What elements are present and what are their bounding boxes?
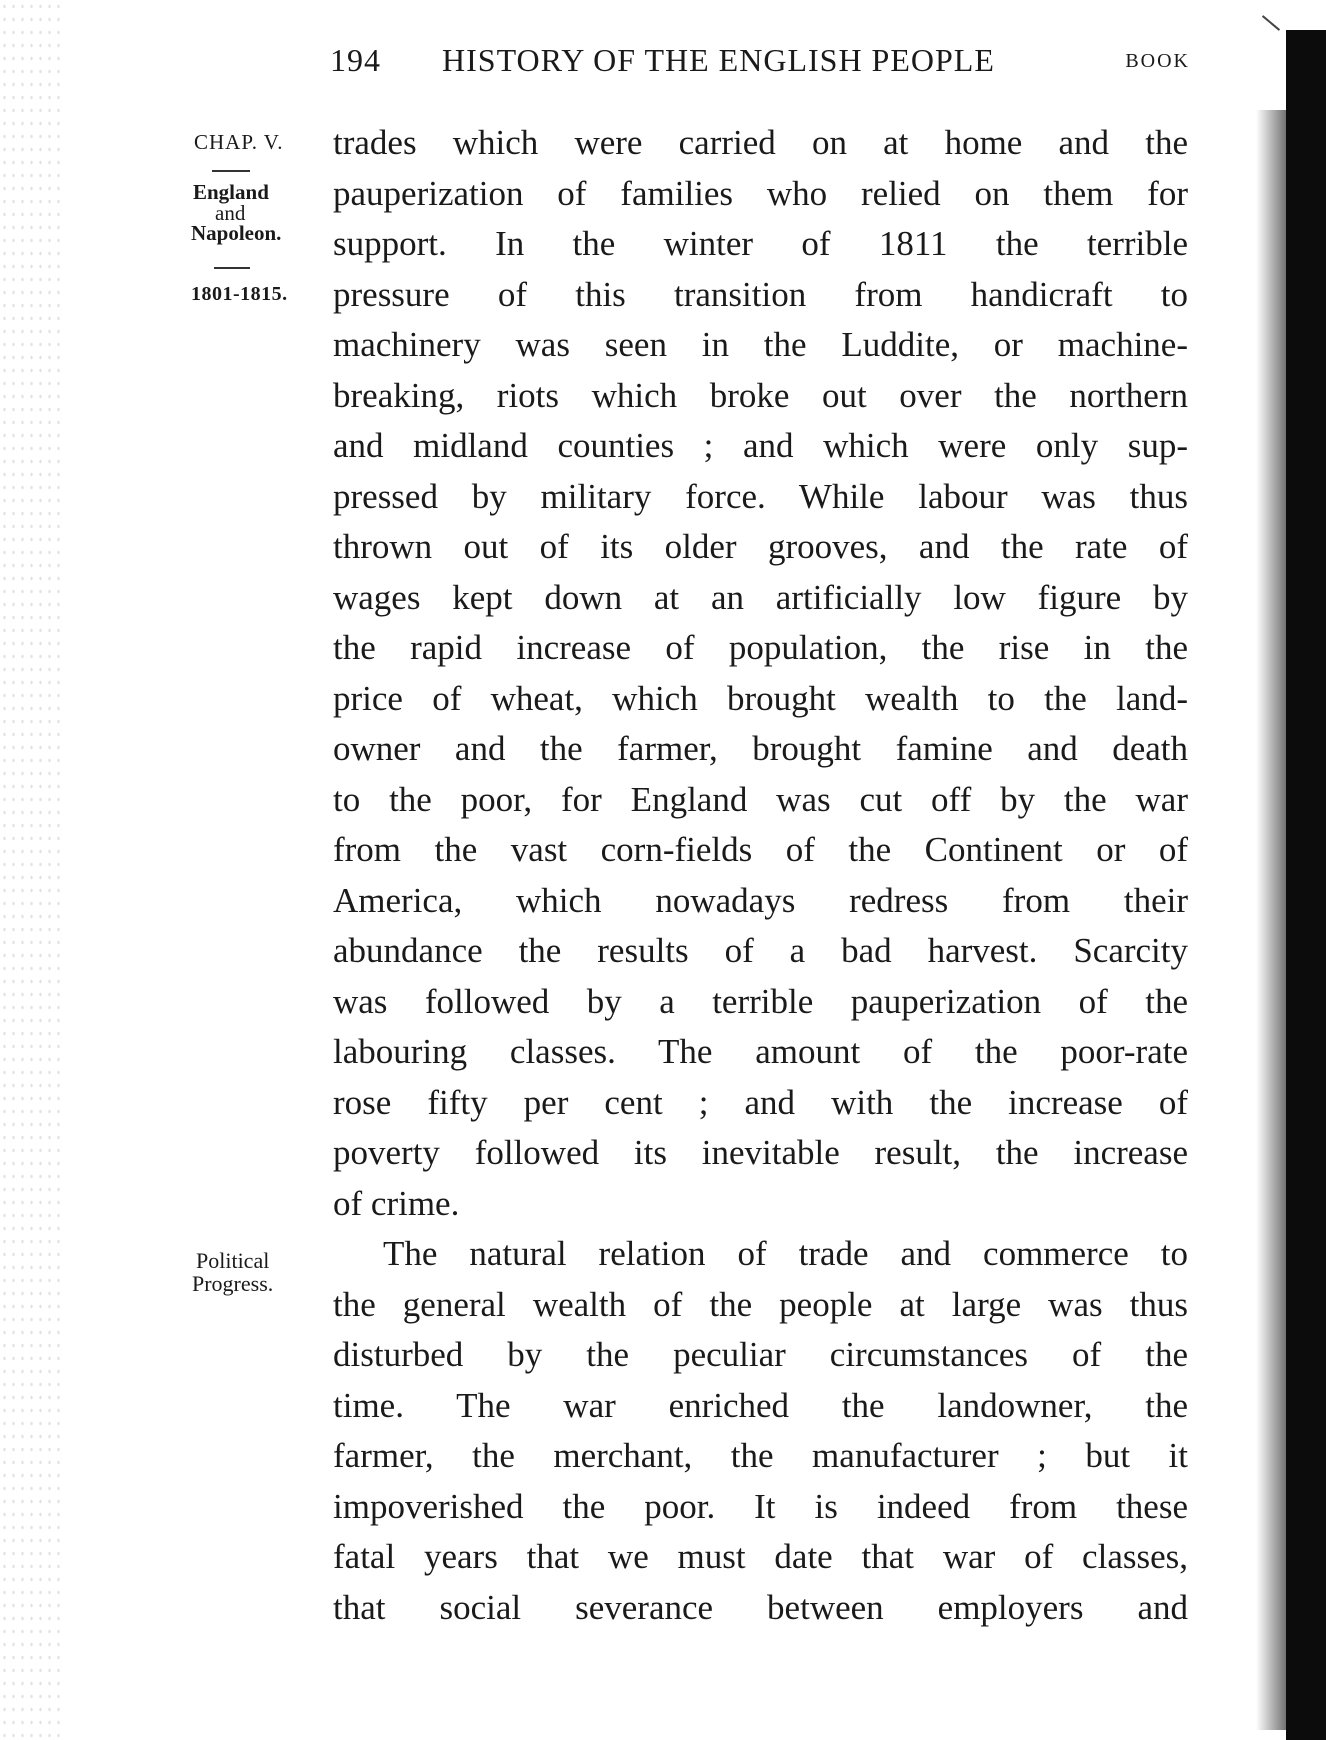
book-label: BOOK [1125,50,1190,72]
text-line: was followed by a terrible pauperization of the [333,981,1188,1021]
sidenote-rule [212,170,250,172]
text-line: owner and the farmer, brought famine and death [333,729,1188,768]
text-line: of crime. [333,1183,460,1223]
page-gutter-shadow [1256,110,1286,1730]
text-line: that social severance between employers and [333,1587,1188,1627]
text-line: time. The war enriched the landowner, the [333,1385,1188,1425]
scan-speckle [0,0,60,1740]
text-line: labouring classes. The amount of the poor-rate [333,1032,1188,1071]
text-line: fatal years that we must date that war of classes, [333,1537,1188,1576]
chapter-label: CHAP. V. [194,130,284,154]
text-line: pauperization of families who relied on them for [333,173,1188,213]
text-line: price of wheat, which brought wealth to the land- [333,678,1188,718]
page-number: 194 [330,42,381,78]
text-line: The natural relation of trade and commerce to [383,1234,1188,1273]
text-line: pressed by military force. While labour was thus [333,476,1188,516]
text-line: abundance the results of a bad harvest. Scarcity [333,931,1188,970]
subject-sidenote-line-1: England [193,180,269,204]
text-line: America, which nowadays redress from their [333,880,1188,920]
text-line: to the poor, for England was cut off by the war [333,779,1188,819]
running-title: HISTORY OF THE ENGLISH PEOPLE [442,42,995,78]
text-line: the general wealth of the people at large was thus [333,1284,1188,1324]
text-line: farmer, the merchant, the manufacturer ; but it [333,1436,1188,1475]
text-line: support. In the winter of 1811 the terrible [333,224,1188,263]
text-line: trades which were carried on at home and the [333,123,1188,162]
political-progress-sidenote-line-1: Political [196,1248,270,1273]
text-line: rose fifty per cent ; and with the increase of [333,1082,1188,1122]
text-line: from the vast corn-fields of the Continent or of [333,830,1188,869]
political-progress-sidenote-line-2: Progress. [192,1271,274,1296]
subject-sidenote-line-3: Napoleon. [191,221,282,245]
paragraph-1 [333,118,1188,1229]
text-line: thrown out of its older grooves, and the rate of [333,527,1188,566]
text-line: wages kept down at an artificially low figure by [333,577,1188,617]
text-line: disturbed by the peculiar circumstances of the [333,1335,1188,1374]
text-line: machinery was seen in the Luddite, or machine- [333,325,1188,364]
text-line: pressure of this transition from handicraft to [333,274,1188,314]
sidenote-rule [214,267,250,269]
date-range-sidenote: 1801-1815. [191,283,288,305]
scan-corner-mark [1262,15,1280,31]
book-spine-edge [1286,30,1326,1740]
text-line: the rapid increase of population, the rise in the [333,628,1188,667]
text-line: impoverished the poor. It is indeed from these [333,1486,1188,1526]
paragraph-2 [333,1229,1188,1633]
text-line: poverty followed its inevitable result, the increase [333,1133,1188,1172]
text-line: breaking, riots which broke out over the northern [333,375,1188,415]
subject-sidenote-line-2: and [215,201,246,225]
text-line: and midland counties ; and which were only sup- [333,426,1188,465]
page-header [330,42,1190,82]
main-text [333,118,1188,1633]
